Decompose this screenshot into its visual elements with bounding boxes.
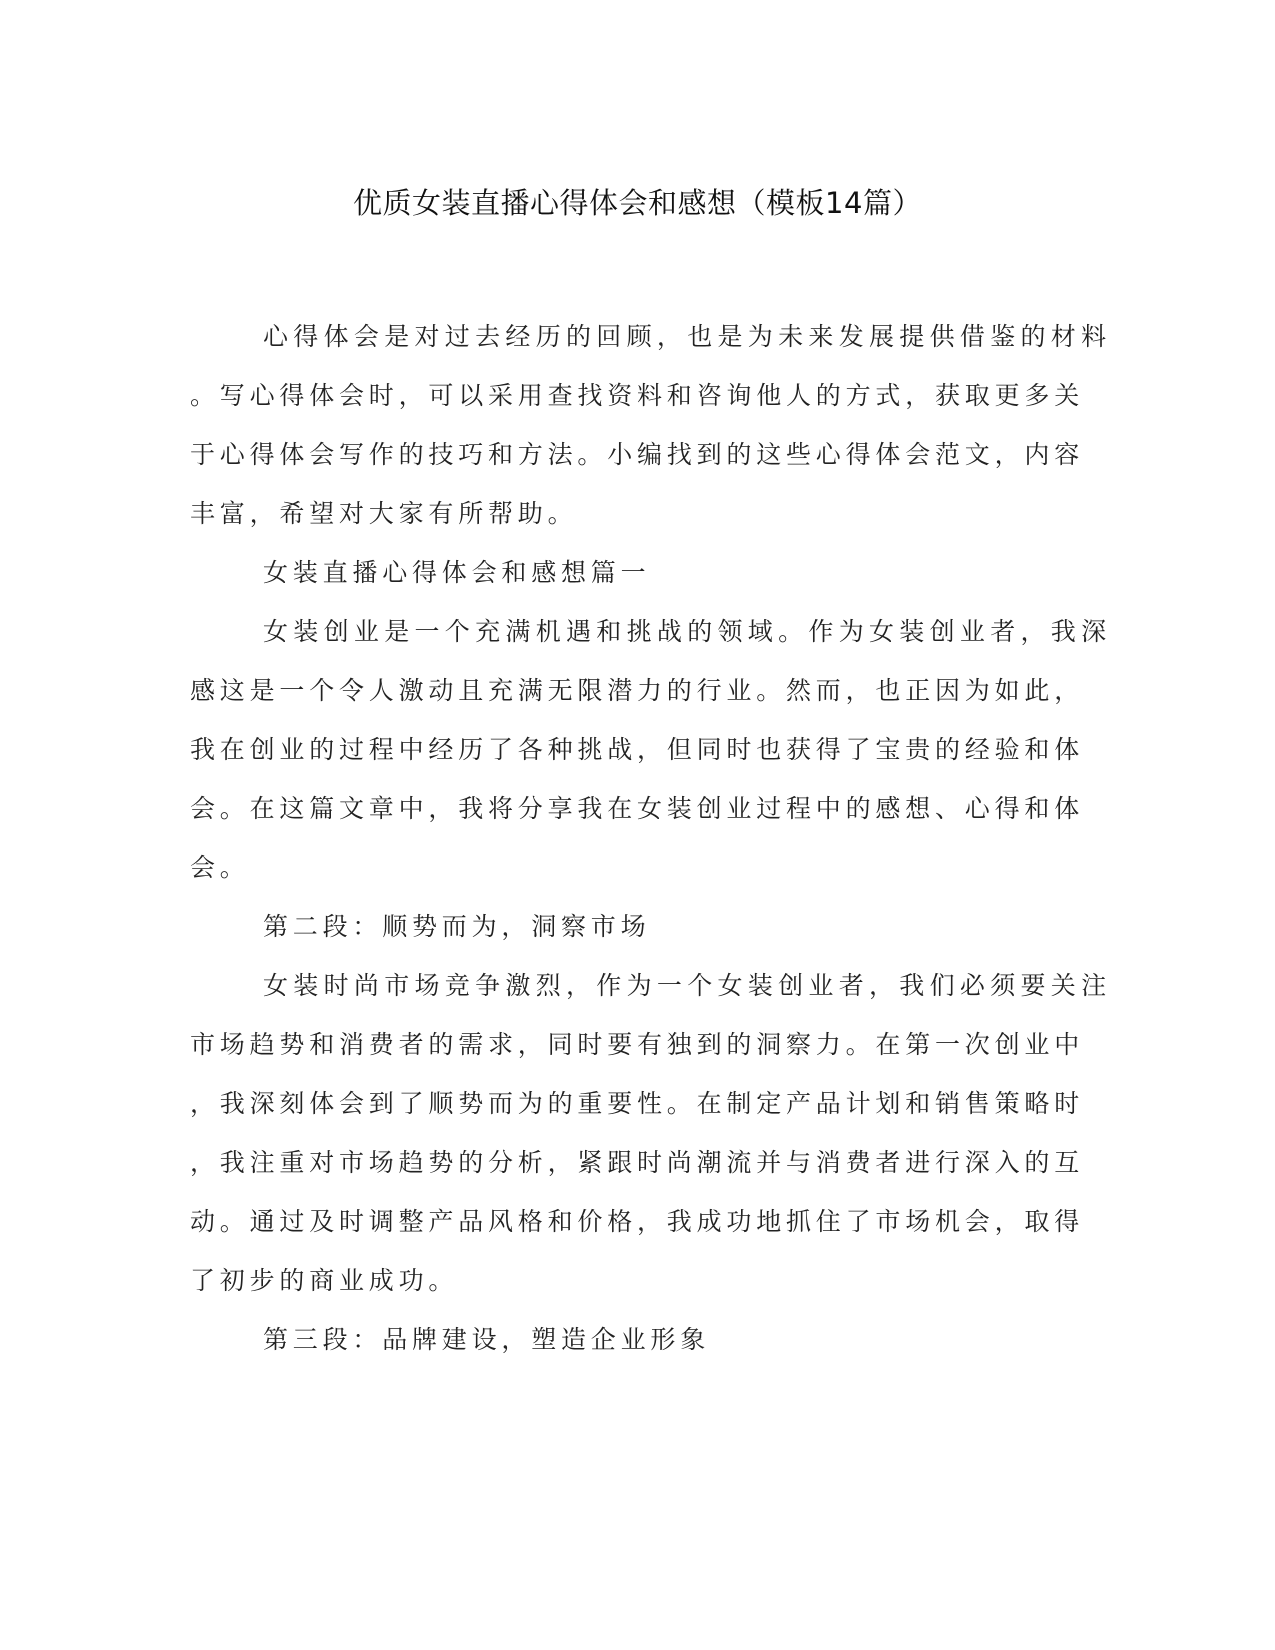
paragraph-line: 于心得体会写作的技巧和方法。小编找到的这些心得体会范文，内容 (190, 440, 1085, 469)
paragraph-line: 心得体会是对过去经历的回顾，也是为未来发展提供借鉴的材料 (263, 322, 1112, 351)
paragraph-line: 丰富，希望对大家有所帮助。 (190, 499, 578, 528)
paragraph-line: 。写心得体会时，可以采用查找资料和咨询他人的方式，获取更多关 (190, 381, 1085, 410)
section-heading: 第二段：顺势而为，洞察市场 (263, 912, 651, 941)
paragraph-line: 感这是一个令人激动且充满无限潜力的行业。然而，也正因为如此， (190, 676, 1085, 705)
paragraph-line: 女装创业是一个充满机遇和挑战的领域。作为女装创业者，我深 (263, 617, 1112, 646)
paragraph-line: 女装时尚市场竞争激烈，作为一个女装创业者，我们必须要关注 (263, 971, 1112, 1000)
paragraph-line: 会。 (190, 853, 250, 882)
paragraph-line: ，我注重对市场趋势的分析，紧跟时尚潮流并与消费者进行深入的互 (190, 1148, 1085, 1177)
paragraph-line: ，我深刻体会到了顺势而为的重要性。在制定产品计划和销售策略时 (190, 1089, 1085, 1118)
paragraph-line: 会。在这篇文章中，我将分享我在女装创业过程中的感想、心得和体 (190, 794, 1085, 823)
section-heading: 女装直播心得体会和感想篇一 (263, 558, 651, 587)
paragraph-line: 市场趋势和消费者的需求，同时要有独到的洞察力。在第一次创业中 (190, 1030, 1085, 1059)
paragraph-line: 我在创业的过程中经历了各种挑战，但同时也获得了宝贵的经验和体 (190, 735, 1085, 764)
paragraph-line: 了初步的商业成功。 (190, 1266, 459, 1295)
section-heading: 第三段：品牌建设，塑造企业形象 (263, 1325, 711, 1354)
document-title: 优质女装直播心得体会和感想（模板14篇） (353, 186, 922, 220)
paragraph-line: 动。通过及时调整产品风格和价格，我成功地抓住了市场机会，取得 (190, 1207, 1085, 1236)
